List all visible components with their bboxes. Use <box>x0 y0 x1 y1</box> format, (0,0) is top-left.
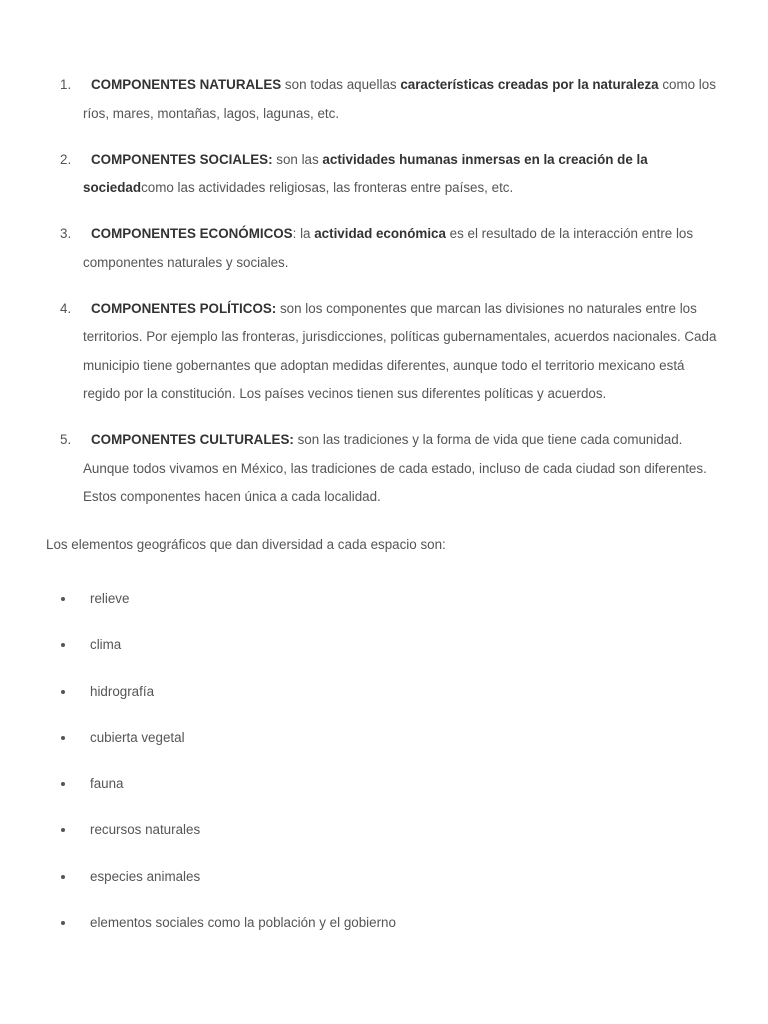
component-text-continued: como las actividades religiosas, las fronteras entre países, etc. <box>141 180 514 195</box>
bullet-icon <box>61 643 65 647</box>
list-item <box>0 863 768 909</box>
list-number: 2. <box>60 151 72 167</box>
list-item-componentes-politicos <box>0 295 768 409</box>
bullet-icon <box>61 690 65 694</box>
component-text: son todas aquellas <box>281 77 401 92</box>
list-item <box>0 678 768 724</box>
element-label: hidrografía <box>90 683 155 699</box>
bullet-icon <box>61 921 65 925</box>
bullet-icon <box>61 736 65 740</box>
list-item-componentes-sociales <box>0 146 768 203</box>
elements-intro: Los elementos geográficos que dan diversidad a cada espacio son: <box>46 537 446 552</box>
component-text-continued: es el resultado de la interacción entre los componentes naturales y sociales. <box>83 226 694 270</box>
list-number: 4. <box>60 300 72 316</box>
bullet-icon <box>61 828 65 832</box>
list-item <box>0 724 768 770</box>
component-text: son las <box>272 151 323 167</box>
list-item <box>0 770 768 816</box>
list-item <box>0 585 768 631</box>
list-item <box>0 909 768 955</box>
bullet-icon <box>61 782 65 786</box>
list-number: 5. <box>60 432 72 447</box>
bullet-icon <box>61 597 65 601</box>
component-highlight: características creadas por la naturaleza <box>400 77 659 92</box>
list-number: 3. <box>60 226 72 241</box>
component-text: : la <box>292 226 315 241</box>
element-label: clima <box>90 637 122 653</box>
component-text-continued: como los ríos, mares, montañas, lagos, lagunas, etc. <box>83 77 716 121</box>
element-label: elementos sociales como la población y el gobierno <box>90 915 396 931</box>
element-label: especies animales <box>90 868 201 884</box>
component-title: COMPONENTES SOCIALES: <box>91 151 273 167</box>
list-item-componentes-economicos <box>0 220 768 277</box>
element-label: cubierta vegetal <box>90 729 185 745</box>
component-highlight: actividades humanas inmersas en la creación de la sociedad <box>83 151 648 195</box>
bullet-icon <box>61 875 65 879</box>
component-title: COMPONENTES ECONÓMICOS <box>91 226 293 241</box>
components-list <box>0 71 768 529</box>
list-item <box>0 816 768 862</box>
component-title: COMPONENTES POLÍTICOS: <box>91 300 277 316</box>
component-text: son las tradiciones y la forma de vida que tiene cada comunidad. Aunque todos vivamos en México, las tradiciones de cada estado, incluso de cada ciudad son diferentes. Estos componentes hacen única a cada localidad. <box>83 432 707 504</box>
list-item <box>0 631 768 677</box>
component-title: COMPONENTES NATURALES <box>91 77 282 92</box>
element-label: fauna <box>90 776 124 792</box>
list-number: 1. <box>60 77 72 92</box>
list-item-componentes-naturales <box>0 71 768 128</box>
component-text: son los componentes que marcan las divisiones no naturales entre los territorios. Por ejemplo las fronteras, jurisdicciones, políticas gubernamentales, acuerdos nacionales. Cada municipio tiene gobernantes que adoptan medidas diferentes, aunque todo el territorio mexicano está regido por la constitución. Los países vecinos tienen sus diferentes políticas y acuerdos. <box>83 300 717 401</box>
component-highlight: actividad económica <box>314 226 446 241</box>
element-label: recursos naturales <box>90 822 201 838</box>
geographic-elements-list <box>0 585 768 955</box>
list-item-componentes-culturales <box>0 426 768 512</box>
element-label: relieve <box>90 591 130 606</box>
component-title: COMPONENTES CULTURALES: <box>91 432 294 447</box>
